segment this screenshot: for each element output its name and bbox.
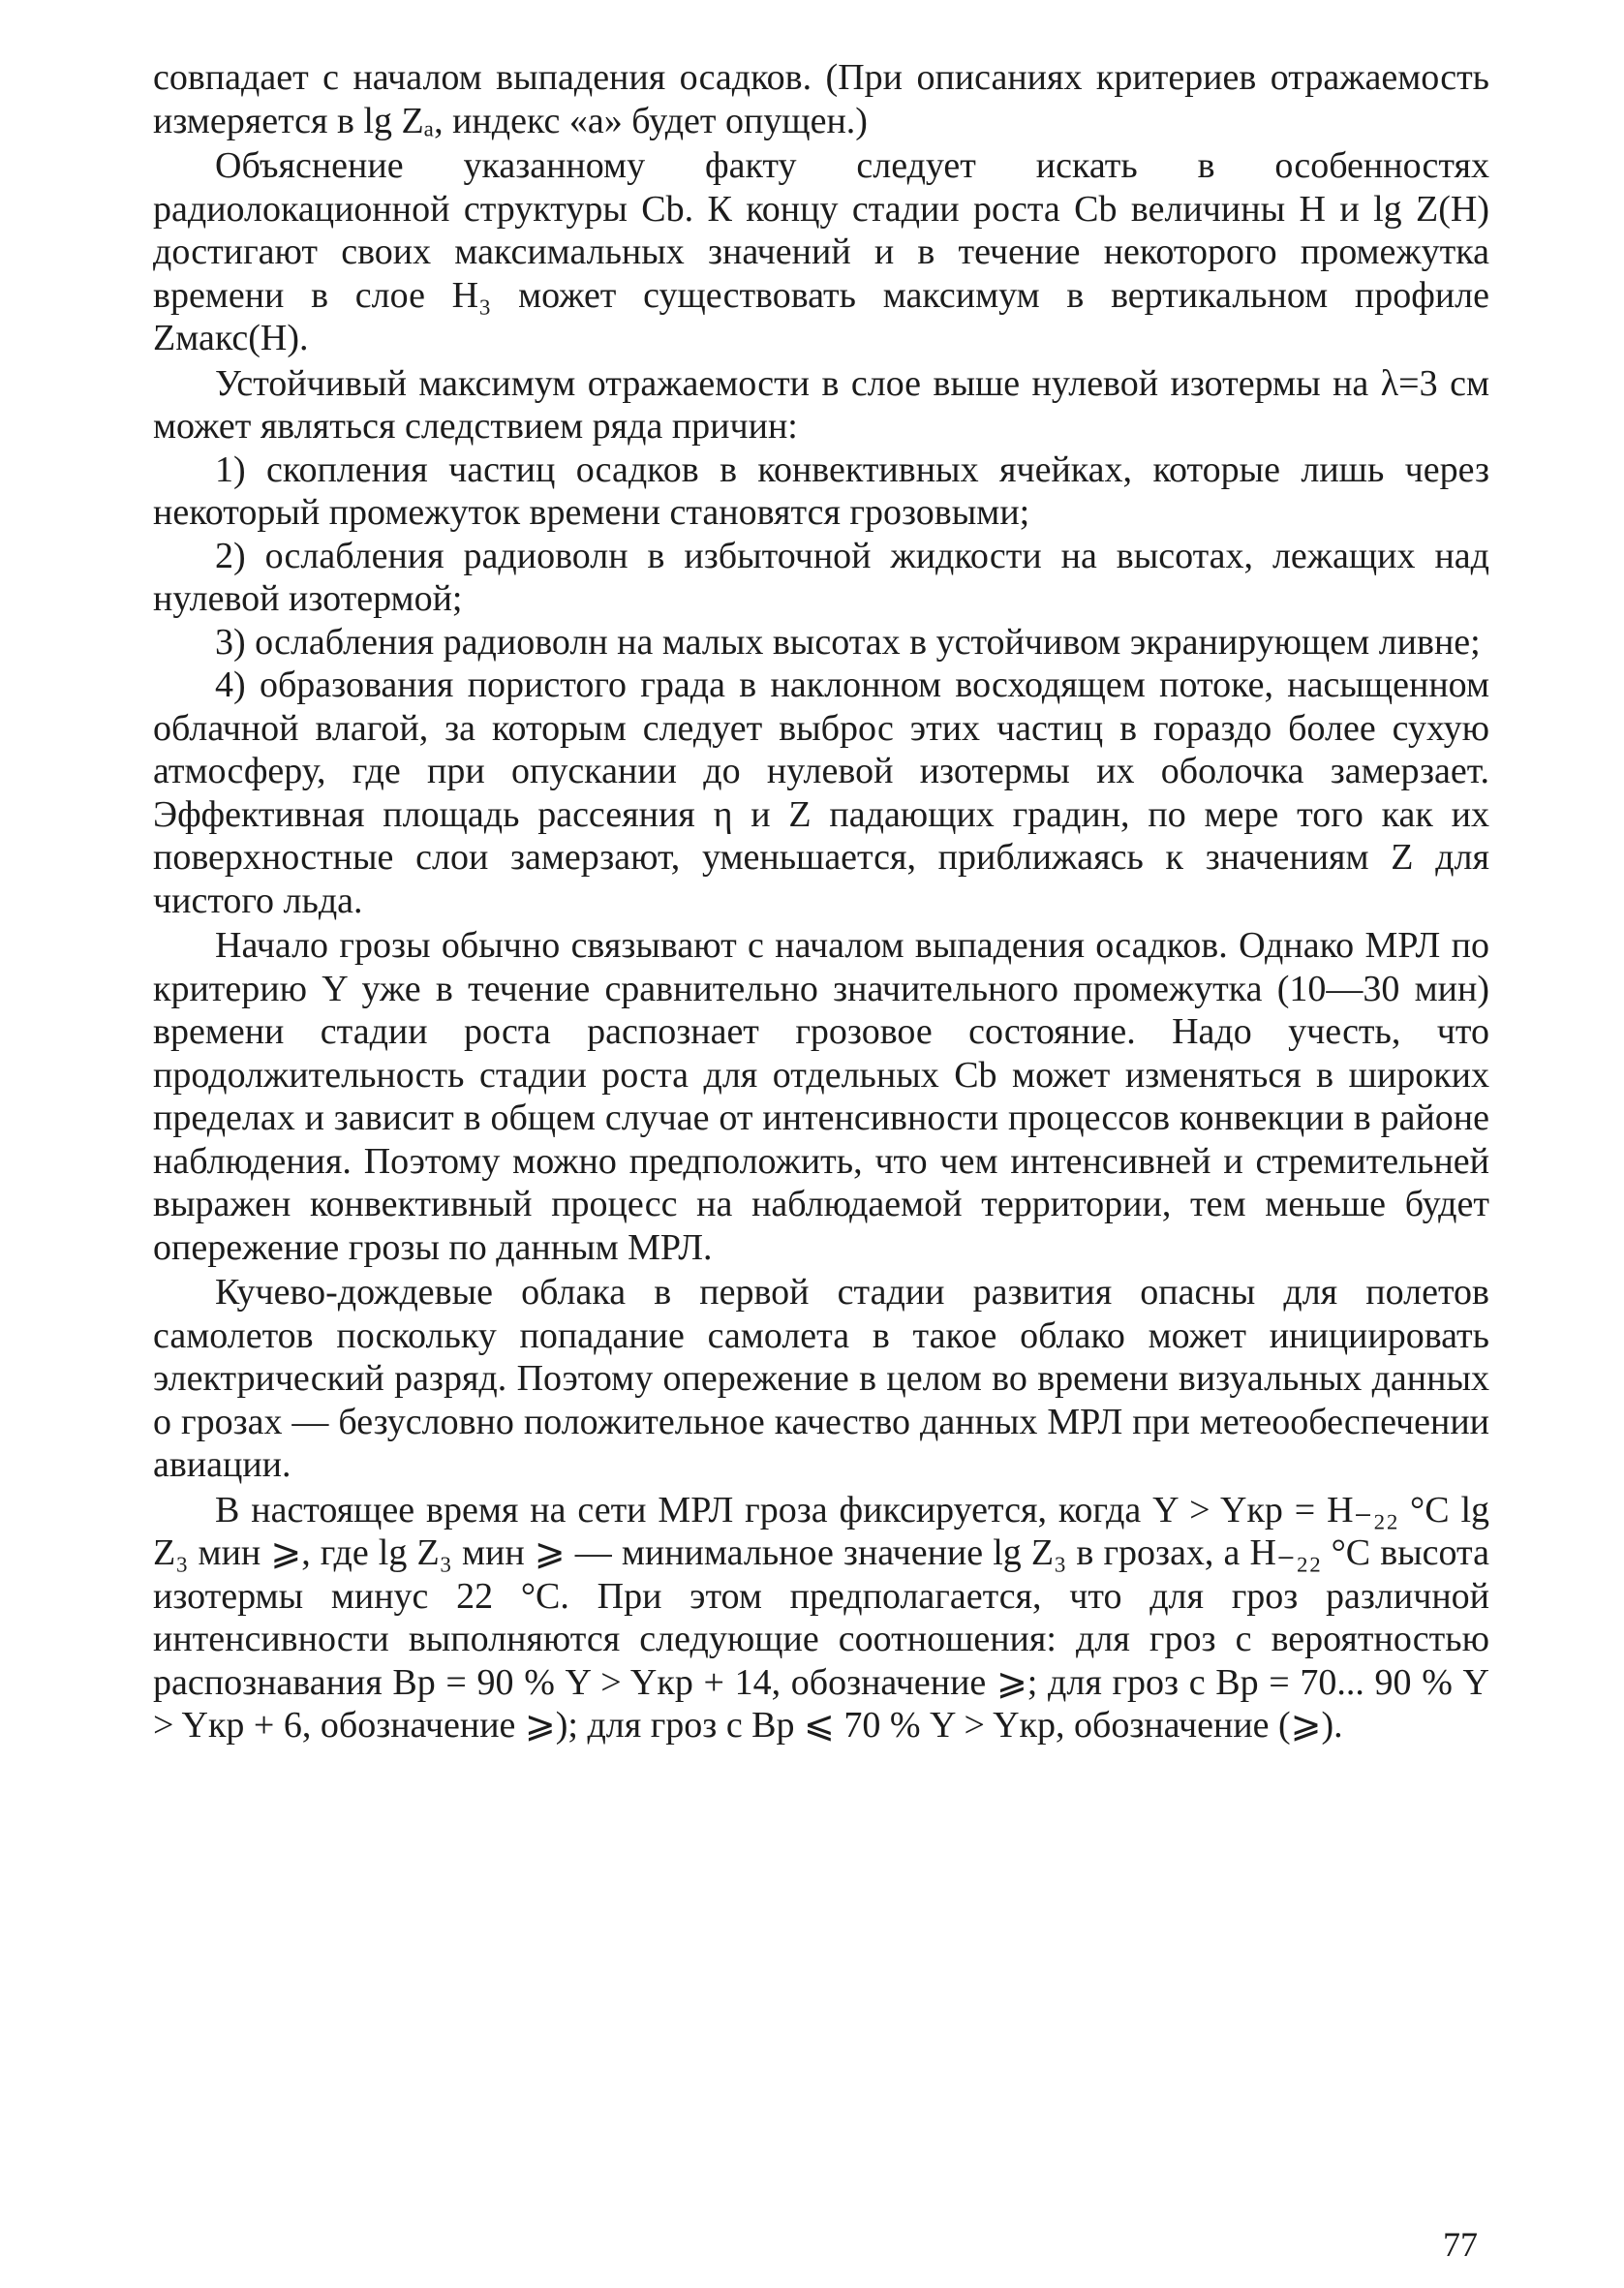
paragraph-thunderstorm-start: Начало грозы обычно связывают с началом выпадения осадков. Однако МРЛ по критерию Y уже в течение сравнительно значительного промежутка (10—30 мин) времени стадии роста распознает грозовое состояние. Надо учесть, что продолжительность стадии роста для отдельных Cb может изменяться в широких пределах и зависит в общем случае от интенсивности процессов конвекции в районе наблюдения. Поэтому можно предположить, что чем интенсивней и стремительней выражен конвективный процесс на наблюдаемой территории, тем меньше будет опережение грозы по данным МРЛ. [153,925,1489,1268]
list-item-4: 4) образования пористого града в наклонном восходящем потоке, насыщенном облачной влагой, за которым следует выброс этих частиц в гораздо более сухую атмосферу, где при опускании до нулевой изотермы их оболочка замерзает. Эффективная площадь рассеяния η и Z падающих градин, по мере того как их поверхностные слои замерзают, уменьшается, приближаясь к значениям Z для чистого льда. [153,665,1489,921]
list-item-3: 3) ослабления радиоволн на малых высотах в устойчивом экранирующем ливне; [215,621,1481,663]
list-item-1: 1) скопления частиц осадков в конвективных ячейках, которые лишь через некоторый промежуток времени становятся грозовыми; [153,448,1489,533]
list-item-2: 2) ослабления радиоволн в избыточной жидкости на высотах, лежащих над нулевой изотермой; [153,535,1489,619]
paragraph-continuation: совпадает с началом выпадения осадков. (При описаниях критериев отражаемость измеряется в lg Zₐ, индекс «a» будет опущен.) [153,57,1489,141]
paragraph-cumulonimbus: Кучево-дождевые облака в первой стадии развития опасны для полетов самолетов поскольку попадание самолета в такое облако может инициировать электрический разряд. Поэтому опережение в целом во времени визуальных данных о грозах — безусловно положительное качество данных МРЛ при метеообеспечении авиации. [153,1272,1489,1485]
paragraph-criteria: В настоящее время на сети МРЛ гроза фиксируется, когда Y > Yкр = H₋₂₂ °С lg Z₃ мин ⩾, где lg Z₃ мин ⩾ — минимальное значение lg Z₃ в грозах, а H₋₂₂ °С высота изотермы минус 22 °С. При этом предполагается, что для гроз различной интенсивности выполняются следующие соотношения: для гроз с вероятностью распознавания Bр = 90 % Y > Yкр + 14, обозначение ⩾; для гроз с Bр = 70... 90 % Y > Yкр + 6, обозначение ⩾); для гроз с Bр ⩽ 70 % Y > Yкр, обозначение (⩾). [153,1489,1489,1746]
page-number: 77 [1443,2225,1478,2264]
paragraph-stable-maximum: Устойчивый максимум отражаемости в слое выше нулевой изотермы на λ=3 см может являться следствием ряда причин: [153,362,1489,447]
paragraph-explanation: Объяснение указанному факту следует искать в особенностях радиолокационной структуры Cb. К концу стадии роста Cb величины H и lg Z(H) достигают своих максимальных значений и в течение некоторого промежутка времени в слое H₃ может существовать максимум в вертикальном профиле Zмакс(H). [153,145,1489,358]
page-body [153,56,1489,1747]
